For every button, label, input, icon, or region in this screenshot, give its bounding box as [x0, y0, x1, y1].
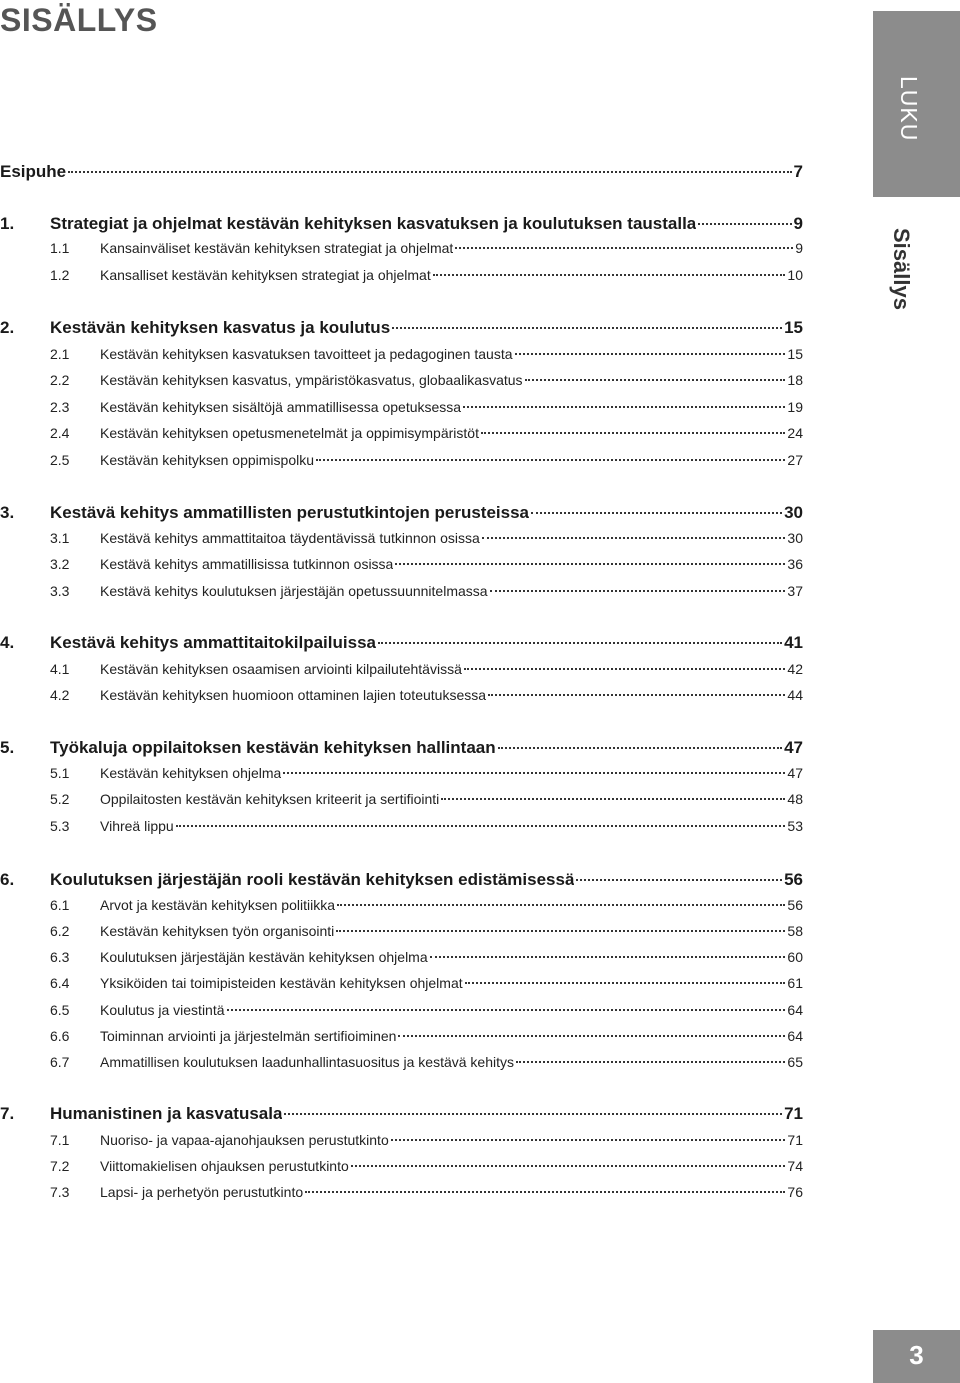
toc-section-number: 1.1: [50, 240, 70, 256]
toc-section-title: Lapsi- ja perhetyön perustutkinto: [100, 1184, 304, 1200]
toc-leader-dots: [516, 1061, 785, 1063]
toc-section-title: Oppilaitosten kestävän kehityksen kriteerit ja sertifiointi: [100, 791, 440, 807]
toc-section-number: 3.3: [50, 583, 70, 599]
toc-chapter-number: 1.: [0, 214, 15, 233]
toc-section-title: Viittomakielisen ohjauksen perustutkinto: [100, 1158, 349, 1174]
toc-leader-dots: [351, 1165, 786, 1167]
toc-chapter-1[interactable]: [0, 214, 803, 234]
toc-leader-dots: [391, 1139, 786, 1141]
toc-entry-foreword[interactable]: [0, 162, 803, 182]
toc-section-2-1[interactable]: [50, 346, 803, 362]
toc-section-6-1[interactable]: [50, 897, 803, 913]
toc-section-page: 76: [787, 1184, 803, 1200]
toc-leader-dots: [465, 982, 786, 984]
toc-section-title: Kestävän kehityksen oppimispolku: [100, 452, 315, 468]
toc-leader-dots: [455, 247, 793, 249]
toc-section-title: Vihreä lippu: [100, 818, 174, 834]
toc-leader-dots: [392, 327, 782, 329]
toc-leader-dots: [430, 956, 786, 958]
toc-section-6-2[interactable]: [50, 923, 803, 939]
toc-chapter-page: 56: [784, 870, 803, 889]
toc-leader-dots: [488, 694, 785, 696]
toc-section-5-2[interactable]: [50, 791, 803, 807]
toc-leader-dots: [490, 590, 786, 592]
toc-section-7-3[interactable]: [50, 1184, 803, 1200]
toc-section-number: 3.2: [50, 556, 70, 572]
toc-section-6-5[interactable]: [50, 1002, 803, 1018]
toc-section-number: 7.2: [50, 1158, 70, 1174]
toc-section-page: 56: [787, 897, 803, 913]
toc-section-page: 27: [787, 452, 803, 468]
toc-leader-dots: [433, 274, 786, 276]
toc-section-number: 6.4: [50, 975, 70, 991]
toc-section-title: Arvot ja kestävän kehityksen politiikka: [100, 897, 335, 913]
toc-section-page: 30: [787, 530, 803, 546]
toc-leader-dots: [176, 825, 786, 827]
toc-section-3-2[interactable]: [50, 556, 803, 572]
toc-section-page: 61: [787, 975, 803, 991]
toc-chapter-title: Kestävä kehitys ammattitaitokilpailuissa: [50, 633, 376, 652]
toc-section-number: 2.1: [50, 346, 70, 362]
toc-chapter-page: 47: [784, 738, 803, 757]
toc-section-title: Koulutuksen järjestäjän kestävän kehityksen ohjelma: [100, 949, 428, 965]
toc-section-5-3[interactable]: [50, 818, 803, 834]
toc-section-title: Kestävän kehityksen sisältöjä ammatillisessa opetuksessa: [100, 399, 462, 415]
toc-section-6-6[interactable]: [50, 1028, 803, 1044]
toc-section-page: 58: [787, 923, 803, 939]
toc-section-number: 4.2: [50, 687, 70, 703]
toc-section-number: 2.3: [50, 399, 70, 415]
toc-section-6-7[interactable]: [50, 1054, 803, 1070]
toc-section-title: Yksiköiden tai toimipisteiden kestävän kehityksen ohjelmat: [100, 975, 463, 991]
toc-section-1-1[interactable]: [50, 240, 803, 256]
toc-leader-dots: [395, 563, 785, 565]
toc-section-page: 36: [787, 556, 803, 572]
toc-chapter-number: 4.: [0, 633, 15, 652]
toc-section-title: Kestävä kehitys ammattitaitoa täydentävissä tutkinnon osissa: [100, 530, 480, 546]
toc-section-1-2[interactable]: [50, 267, 803, 283]
toc-section-page: 10: [787, 267, 803, 283]
toc-chapter-4[interactable]: [0, 633, 803, 653]
toc-chapter-7[interactable]: [0, 1104, 803, 1124]
page-number: 3: [909, 1340, 924, 1370]
toc-section-page: 24: [787, 425, 803, 441]
toc-section-number: 6.6: [50, 1028, 70, 1044]
toc-section-page: 53: [787, 818, 803, 834]
toc-leader-dots: [498, 747, 782, 749]
toc-chapter-page: 9: [793, 214, 803, 233]
toc-section-number: 7.1: [50, 1132, 70, 1148]
toc-section-title: Kestävän kehityksen työn organisointi: [100, 923, 335, 939]
toc-leader-dots: [68, 171, 791, 173]
side-section-label: Sisällys: [889, 228, 914, 310]
toc-section-page: 74: [787, 1158, 803, 1174]
toc-section-title: Kestävän kehityksen opetusmenetelmät ja oppimisympäristöt: [100, 425, 479, 441]
toc-section-number: 6.1: [50, 897, 70, 913]
toc-section-title: Kestävän kehityksen osaamisen arviointi kilpailutehtävissä: [100, 661, 462, 677]
toc-section-title: Kestävän kehityksen ohjelma: [100, 765, 282, 781]
toc-section-number: 3.1: [50, 530, 70, 546]
toc-section-title: Kestävän kehityksen huomioon ottaminen lajien toteutuksessa: [100, 687, 487, 703]
toc-section-2-3[interactable]: [50, 399, 803, 415]
toc-leader-dots: [698, 223, 791, 225]
toc-chapter-number: 2.: [0, 318, 15, 337]
toc-section-page: 47: [787, 765, 803, 781]
toc-chapter-2[interactable]: [0, 318, 803, 338]
toc-section-4-2[interactable]: [50, 687, 803, 703]
toc-leader-dots: [398, 1035, 785, 1037]
toc-chapter-5[interactable]: [0, 738, 803, 758]
toc-section-title: Nuoriso- ja vapaa-ajanohjauksen perustutkinto: [100, 1132, 389, 1148]
toc-section-page: 19: [787, 399, 803, 415]
toc-section-number: 6.2: [50, 923, 70, 939]
toc-leader-dots: [576, 879, 782, 881]
toc-section-title: Koulutus ja viestintä: [100, 1002, 225, 1018]
toc-section-title: Ammatillisen koulutuksen laadunhallintasuositus ja kestävä kehitys: [100, 1054, 514, 1070]
toc-section-page: 42: [787, 661, 803, 677]
toc-leader-dots: [283, 772, 785, 774]
toc-chapter-3[interactable]: [0, 503, 803, 523]
toc-section-page: 44: [787, 687, 803, 703]
side-tab-label: LUKU: [896, 76, 922, 142]
toc-chapter-number: 5.: [0, 738, 15, 757]
toc-leader-dots: [227, 1009, 786, 1011]
toc-section-page: 60: [787, 949, 803, 965]
toc-chapter-title: Koulutuksen järjestäjän rooli kestävän kehityksen edistämisessä: [50, 870, 575, 889]
toc-chapter-title: Strategiat ja ohjelmat kestävän kehityksen kasvatuksen ja koulutuksen taustalla: [50, 214, 697, 233]
toc-leader-dots: [284, 1113, 782, 1115]
toc-section-number: 6.3: [50, 949, 70, 965]
toc-section-title: Kestävä kehitys ammatillisissa tutkinnon osissa: [100, 556, 394, 572]
toc-section-number: 6.7: [50, 1054, 70, 1070]
toc-chapter-number: 6.: [0, 870, 15, 889]
toc-section-page: 48: [787, 791, 803, 807]
toc-leader-dots: [305, 1191, 785, 1193]
toc-leader-dots: [531, 512, 782, 514]
toc-leader-dots: [336, 930, 785, 932]
toc-section-number: 7.3: [50, 1184, 70, 1200]
toc-section-3-1[interactable]: [50, 530, 803, 546]
toc-leader-dots: [441, 798, 785, 800]
toc-section-number: 5.1: [50, 765, 70, 781]
toc-section-title: Toiminnan arviointi ja järjestelmän sertifioiminen: [100, 1028, 397, 1044]
toc-section-5-1[interactable]: [50, 765, 803, 781]
toc-leader-dots: [464, 668, 786, 670]
toc-section-page: 15: [787, 346, 803, 362]
toc-entry-page: 7: [793, 162, 803, 181]
toc-chapter-number: 7.: [0, 1104, 15, 1123]
toc-chapter-page: 41: [784, 633, 803, 652]
toc-section-title: Kestävä kehitys koulutuksen järjestäjän opetussuunnitelmassa: [100, 583, 488, 599]
toc-section-number: 2.2: [50, 372, 70, 388]
toc-section-page: 71: [787, 1132, 803, 1148]
toc-section-page: 65: [787, 1054, 803, 1070]
toc-section-number: 5.3: [50, 818, 70, 834]
toc-leader-dots: [337, 904, 785, 906]
toc-section-number: 2.4: [50, 425, 70, 441]
toc-section-number: 2.5: [50, 452, 70, 468]
toc-chapter-page: 15: [784, 318, 803, 337]
toc-section-number: 4.1: [50, 661, 70, 677]
toc-section-title: Kestävän kehityksen kasvatus, ympäristökasvatus, globaalikasvatus: [100, 372, 523, 388]
toc-chapter-page: 30: [784, 503, 803, 522]
toc-section-page: 18: [787, 372, 803, 388]
toc-section-title: Kestävän kehityksen kasvatuksen tavoitteet ja pedagoginen tausta: [100, 346, 513, 362]
toc-leader-dots: [378, 642, 782, 644]
toc-section-title: Kansainväliset kestävän kehityksen strategiat ja ohjelmat: [100, 240, 454, 256]
toc-chapter-6[interactable]: [0, 870, 803, 890]
toc-leader-dots: [515, 353, 786, 355]
toc-leader-dots: [316, 459, 785, 461]
toc-chapter-number: 3.: [0, 503, 15, 522]
toc-section-page: 64: [787, 1002, 803, 1018]
toc-section-number: 5.2: [50, 791, 70, 807]
toc-section-3-3[interactable]: [50, 583, 803, 599]
toc-leader-dots: [482, 537, 786, 539]
toc-section-2-2[interactable]: [50, 372, 803, 388]
toc-leader-dots: [525, 379, 786, 381]
toc-section-number: 6.5: [50, 1002, 70, 1018]
toc-chapter-page: 71: [784, 1104, 803, 1123]
toc-section-page: 64: [787, 1028, 803, 1044]
page-title: SISÄLLYS: [0, 2, 158, 38]
toc-section-2-5[interactable]: [50, 452, 803, 468]
toc-chapter-title: Työkaluja oppilaitoksen kestävän kehityksen hallintaan: [50, 738, 496, 757]
toc-section-7-2[interactable]: [50, 1158, 803, 1174]
toc-section-2-4[interactable]: [50, 425, 803, 441]
toc-section-page: 37: [787, 583, 803, 599]
toc-section-4-1[interactable]: [50, 661, 803, 677]
toc-section-7-1[interactable]: [50, 1132, 803, 1148]
toc-chapter-title: Kestävän kehityksen kasvatus ja koulutus: [50, 318, 391, 337]
toc-entry-title: Esipuhe: [0, 162, 67, 181]
toc-leader-dots: [481, 432, 785, 434]
toc-section-6-3[interactable]: [50, 949, 803, 965]
toc-section-page: 9: [795, 240, 803, 256]
toc-leader-dots: [463, 406, 785, 408]
toc-chapter-title: Kestävä kehitys ammatillisten perustutkintojen perusteissa: [50, 503, 530, 522]
toc-section-number: 1.2: [50, 267, 70, 283]
toc-section-6-4[interactable]: [50, 975, 803, 991]
toc-section-title: Kansalliset kestävän kehityksen strategiat ja ohjelmat: [100, 267, 431, 283]
toc-chapter-title: Humanistinen ja kasvatusala: [50, 1104, 283, 1123]
